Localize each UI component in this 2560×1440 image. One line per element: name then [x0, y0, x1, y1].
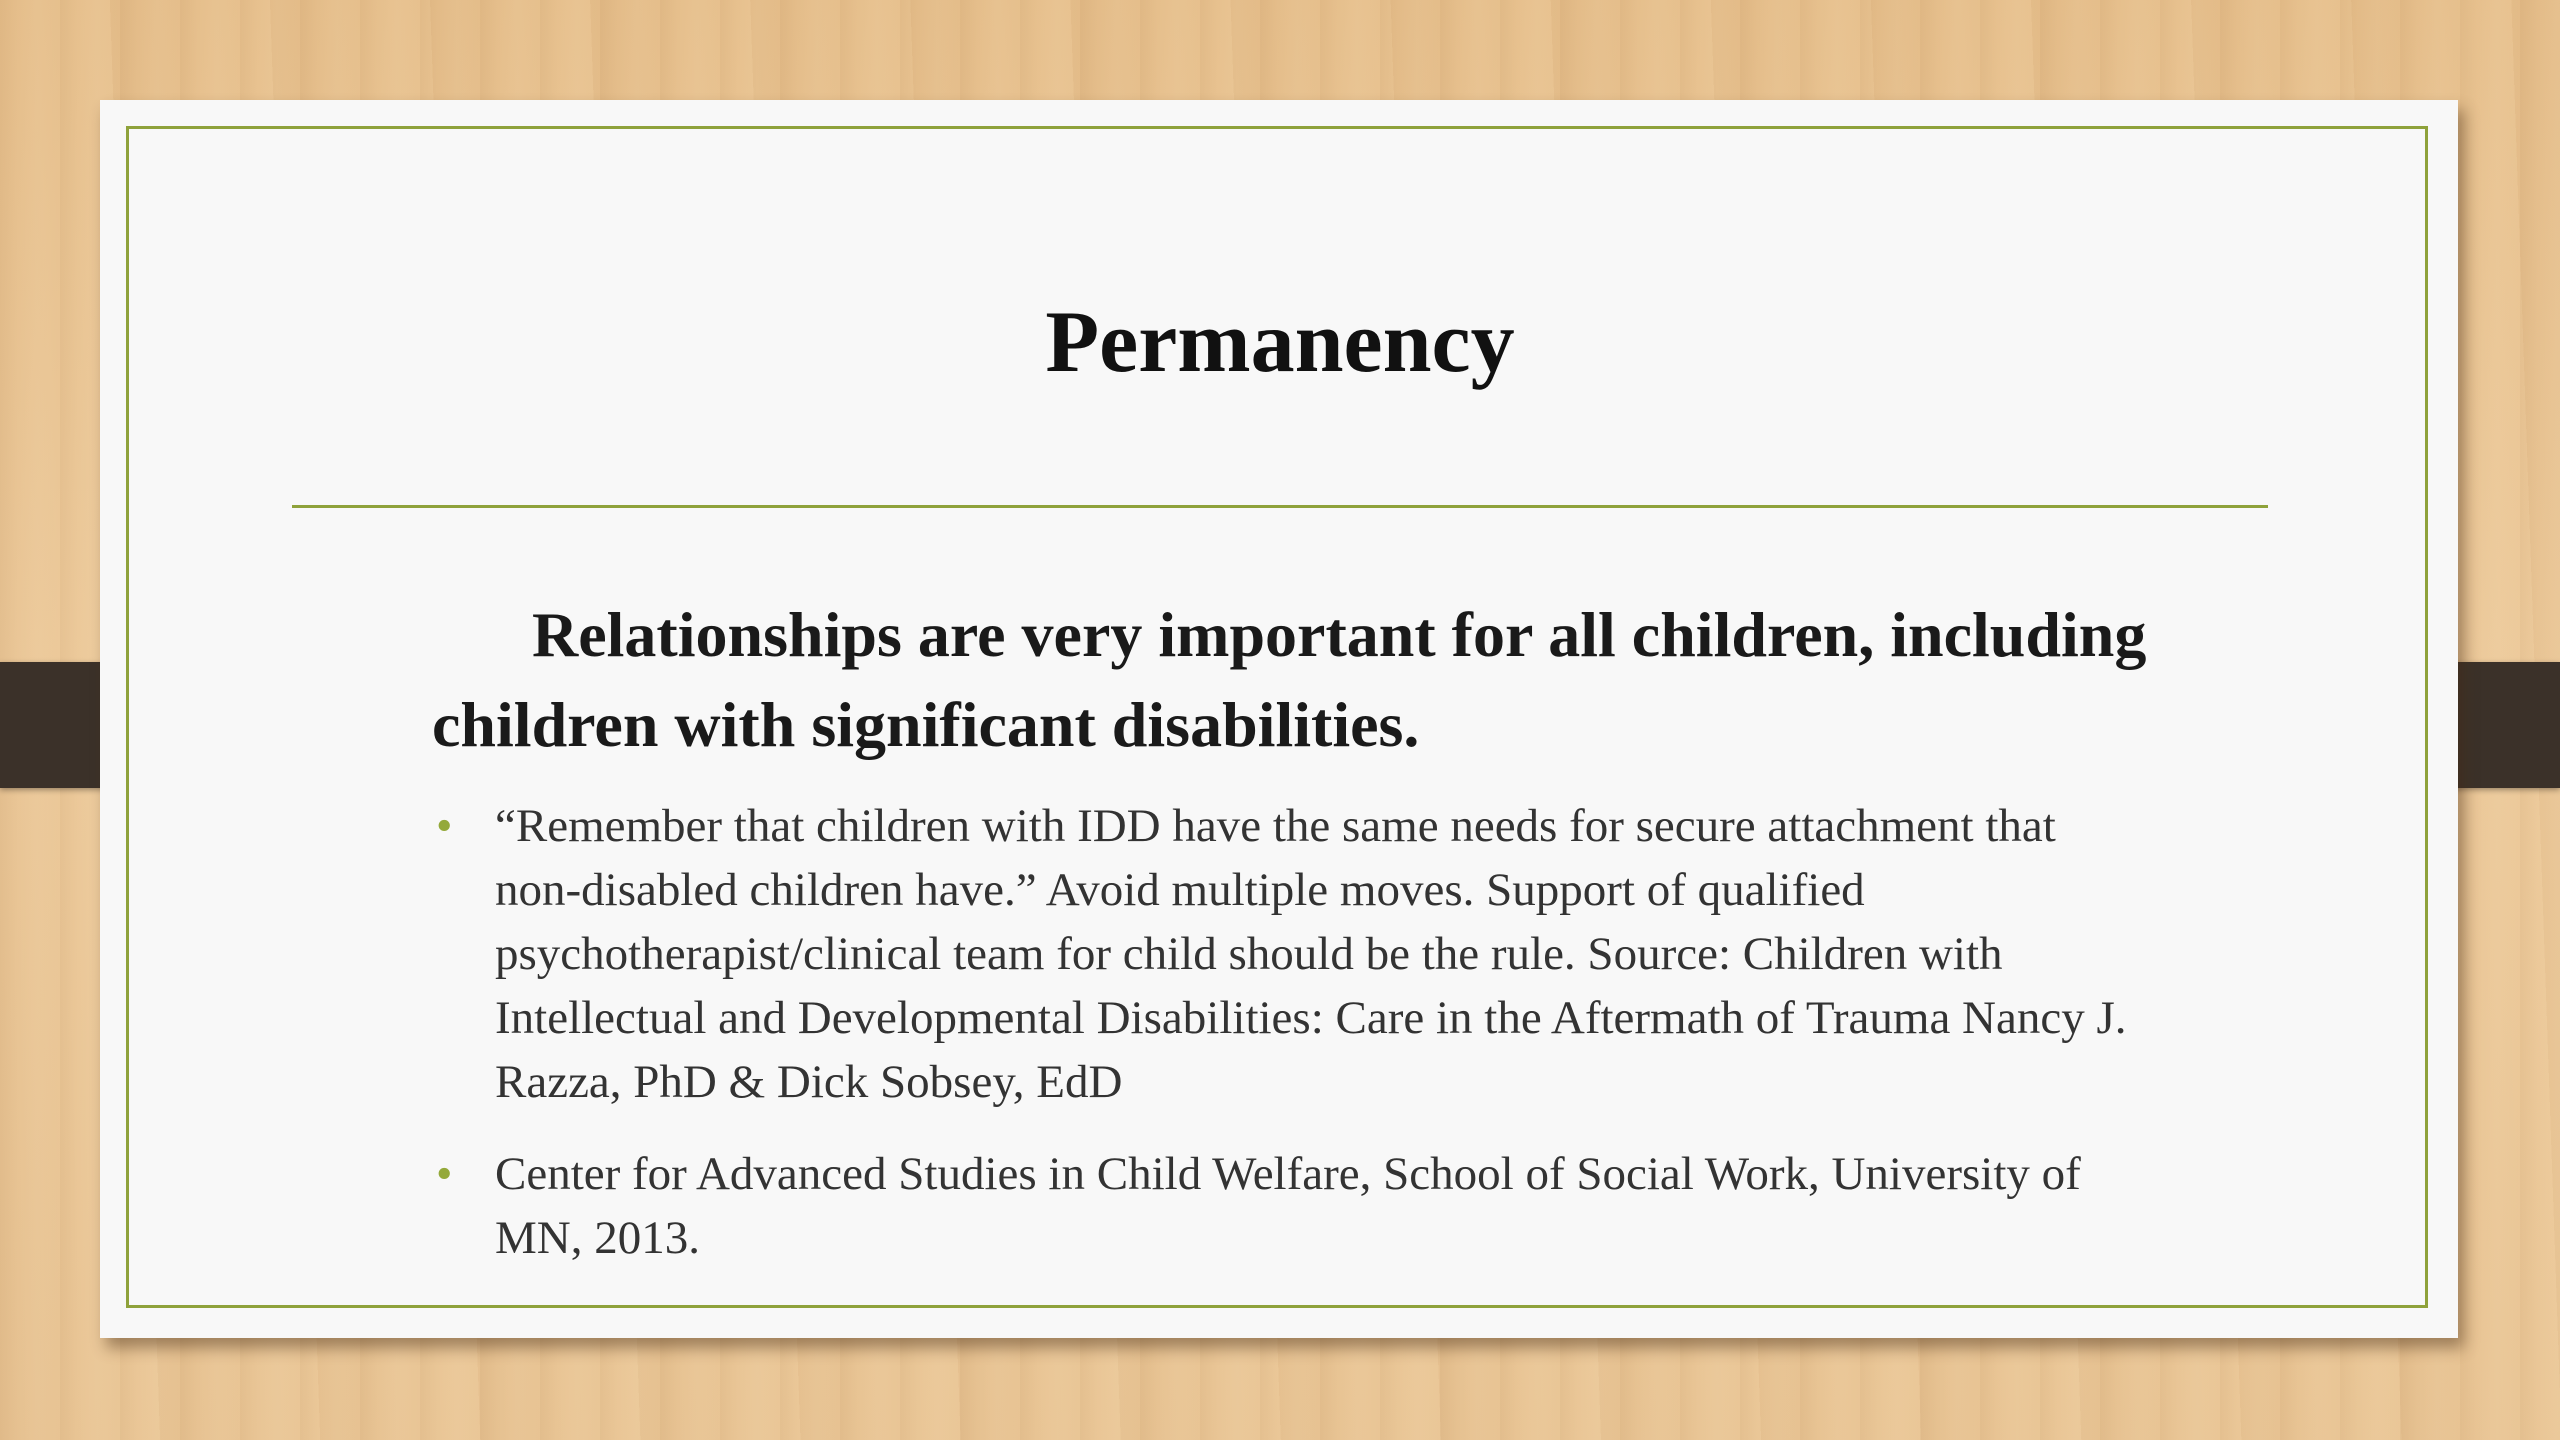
- bullet-list: [432, 794, 2152, 1270]
- bullet-text: Center for Advanced Studies in Child Welfare, School of Social Work, University of MN, 2013.: [495, 1148, 2081, 1264]
- slide-heading: Relationships are very important for all children, including children with significant disabilities.: [432, 599, 2147, 760]
- bullet-item-source: [432, 1142, 2152, 1270]
- bullet-text: “Remember that children with IDD have the same needs for secure attachment that non-disabled children have.” Avoid multiple moves. Support of qualified psychotherapist/clinical team for child should be the rule. Source: Children with Intellectual and Developmental Disabilities: Care in the Aftermath of Trauma Nancy J. Razza, PhD & Dick Sobsey, EdD: [495, 800, 2127, 1108]
- title-divider: [292, 505, 2268, 508]
- bullet-dot-icon: •: [436, 1148, 453, 1200]
- slide-title: Permanency: [1045, 294, 1515, 391]
- bullet-dot-icon: •: [436, 800, 453, 852]
- bullet-item-quote: [432, 794, 2152, 1114]
